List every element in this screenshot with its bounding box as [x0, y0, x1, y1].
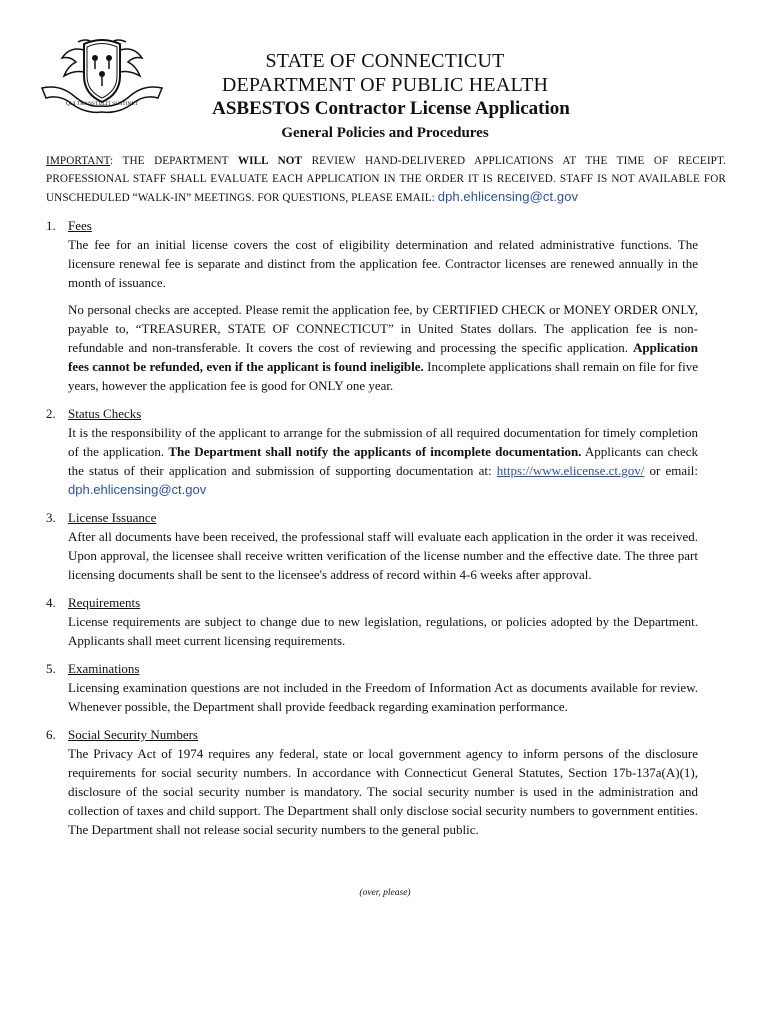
fees-refund-warning: Application fees cannot be refunded, even if the applicant is found ineligible. — [68, 340, 698, 374]
status-notify-text: The Department shall notify the applicants of incomplete documentation. — [168, 444, 582, 459]
important-line-3 — [46, 188, 726, 207]
fees-text-a: No personal checks are accepted. Please remit the application fee, by CERTIFIED CHECK or MONEY ORDER ONLY, payable to, “TREASURER, STATE OF CONNECTICUT” in United States dollars. The application fee is non-refundable and non-transferable. It covers the cost of reviewing and processing the specific application. — [68, 302, 698, 355]
ssn-paragraph: The Privacy Act of 1974 requires any federal, state or local government agency to inform persons of the disclosure requirements for social security numbers. In accordance with Connecticut General Statutes, Section 17b-137a(A)(1), disclosure of the social security number is mandatory. The social security number is used in the administration and collection of taxes and child support. The Department shall only disclose social security numbers to government entities. The Department shall not release social security numbers to the general public. — [68, 746, 698, 837]
page-footer: (over, please) — [359, 888, 411, 898]
section-examinations — [46, 659, 698, 716]
important-line-2: PROFESSIONAL STAFF SHALL EVALUATE EACH APPLICATION IN THE ORDER IT IS RECEIVED. STAFF IS NOT AVAILABLE FOR — [46, 173, 726, 185]
section-title: Social Security Numbers — [68, 727, 198, 742]
important-label: IMPORTANT — [46, 155, 111, 167]
policies-list — [46, 216, 698, 848]
important-notice — [46, 152, 726, 207]
section-title: Examinations — [68, 661, 140, 676]
examinations-paragraph: Licensing examination questions are not included in the Freedom of Information Act as documents available for review. Whenever possible, the Department shall provide feedback regarding examination performance. — [68, 680, 698, 714]
status-text-c: Applicants can check the status of their application and submission of supporting documentation at: — [68, 444, 698, 478]
seal-motto-text: QUI TRANSTULIT SUSTINET — [65, 101, 139, 107]
header-department: DEPARTMENT OF PUBLIC HEALTH — [221, 74, 549, 96]
issuance-paragraph: After all documents have been received, the professional staff will evaluate each application in the order it was received. Upon approval, the licensee shall receive written verification of the license number and the effective date. The three part licensing documents shall be sent to the licensee's address of record within 4-6 weeks after approval. — [68, 529, 698, 582]
connecticut-state-seal-icon — [40, 36, 164, 114]
fees-paragraph-1: The fee for an initial license covers the cost of eligibility determination and related administrative functions. The licensure renewal fee is separate and distinct from the application fee. Contractor licenses are renewed annually in the month of issuance. — [68, 237, 698, 290]
important-email-link[interactable]: dph.ehlicensing@ct.gov — [437, 189, 579, 204]
status-paragraph — [68, 423, 698, 499]
section-number: 5. — [46, 661, 56, 676]
section-title: Fees — [68, 218, 92, 233]
important-text-1: THE DEPARTMENT — [113, 155, 238, 167]
section-title: Status Checks — [68, 406, 142, 421]
section-number: 4. — [46, 595, 56, 610]
important-text-3: UNSCHEDULED “WALK-IN” MEETINGS. FOR QUESTIONS, PLEASE EMAIL: — [46, 192, 438, 204]
fees-text-c: Incomplete applications shall remain on file for five years, however the application fee is good for ONLY one year. — [68, 359, 698, 393]
important-colon: : — [110, 155, 114, 167]
fees-paragraph-2 — [68, 300, 698, 395]
status-text-d: or email: — [644, 463, 698, 478]
page-subtitle: General Policies and Procedures — [281, 125, 489, 141]
status-email-link[interactable]: dph.ehlicensing@ct.gov — [68, 482, 207, 497]
document-header — [160, 49, 610, 121]
section-number: 1. — [46, 218, 56, 233]
section-requirements — [46, 593, 698, 650]
section-number: 2. — [46, 406, 56, 421]
section-title: Requirements — [68, 595, 141, 610]
section-number: 6. — [46, 727, 56, 742]
will-not-text: WILL NOT — [237, 155, 303, 167]
important-text-2: REVIEW HAND-DELIVERED APPLICATIONS AT THE TIME OF RECEIPT. — [302, 155, 727, 167]
section-license-issuance — [46, 508, 698, 584]
important-line-1 — [46, 152, 726, 170]
header-form-title: ASBESTOS Contractor License Application — [212, 98, 570, 119]
requirements-paragraph: License requirements are subject to change due to new legislation, regulations, or policies adopted by the Department. Applicants shall meet current licensing requirements. — [68, 614, 698, 648]
section-number: 3. — [46, 510, 56, 525]
section-title: License Issuance — [68, 510, 157, 525]
section-social-security-numbers — [46, 725, 698, 839]
elicense-link[interactable]: https://www.elicense.ct.gov/ — [496, 463, 645, 478]
status-text-a: It is the responsibility of the applicant to arrange for the submission of all required documentation for timely completion of the application. — [68, 425, 698, 459]
section-status-checks — [46, 404, 698, 499]
header-state: STATE OF CONNECTICUT — [265, 50, 505, 72]
section-fees — [46, 216, 698, 395]
